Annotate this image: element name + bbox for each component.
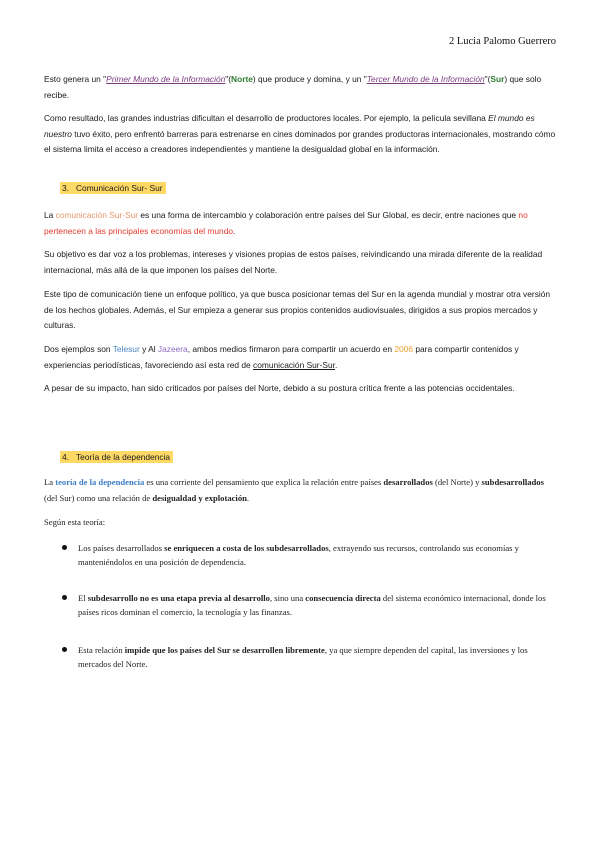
paragraph-criticism: A pesar de su impacto, han sido criticados por países del Norte, debido a su postura crítica frente a las potencias occidentales.	[44, 383, 515, 393]
bullet-list-1	[60, 541, 558, 569]
page-header: 2 Lucia Palomo Guerrero	[448, 36, 556, 47]
list-item: Esta relación impide que los países del Sur se desarrollen libremente, ya que siempre dependen del capital, las inversiones y los mercados del Norte.	[60, 643, 558, 671]
paragraph-industries: Como resultado, las grandes industrias dificultan el desarrollo de productores locales. Por ejemplo, la película sevillana El mundo es nuestro tuvo éxito, pero enfrentó barreras para estrenarse en cines dominados por grandes productoras internacionales, mostrando cómo el sistema limita el acceso a creadores independientes y mantiene la desigualdad global en la información.	[44, 113, 556, 154]
bullet-icon	[62, 595, 67, 600]
link-comunicacion-sur-sur[interactable]: comunicación Sur-Sur	[253, 359, 335, 370]
link-tercer-mundo[interactable]: Tercer Mundo de la Información	[366, 74, 485, 84]
paragraph-information-worlds: Esto genera un "Primer Mundo de la Información"(Norte) que produce y domina, y un "Tercer Mundo de la Información"(Sur) que solo recibe.	[44, 74, 542, 100]
bullet-icon	[62, 647, 67, 652]
link-primer-mundo[interactable]: Primer Mundo de la Información	[106, 74, 226, 84]
section-heading-4: 4. Teoría de la dependencia	[60, 451, 173, 464]
paragraph-according-theory: Según esta teoría:	[44, 517, 106, 527]
section-heading-3: 3. Comunicación Sur- Sur	[60, 182, 166, 195]
bullet-list-3	[60, 643, 558, 671]
paragraph-examples: Dos ejemplos son Telesur y Al Jazeera, ambos medios firmaron para compartir un acuerdo en 2006 para compartir contenidos y experiencias periodísticas, favoreciendo así esta red de comunicación Sur-Sur.	[44, 344, 519, 370]
paragraph-objective: Su objetivo es dar voz a los problemas, intereses y visiones propias de estos países, reivindicando una mirada diferente de la realidad internacional, más allá de la que imponen los países del Norte.	[44, 249, 543, 275]
list-item: Los países desarrollados se enriquecen a costa de los subdesarrollados, extrayendo sus recursos, controlando sus economías y manteniéndolos en una posición de dependencia.	[60, 541, 558, 569]
paragraph-dependency-theory: La teoría de la dependencia es una corriente del pensamiento que explica la relación entre países desarrollados (del Norte) y subdesarrollados (del Sur) como una relación de desigualdad y explotación.	[44, 477, 544, 503]
bullet-icon	[62, 545, 67, 550]
paragraph-sur-sur-definition: La comunicación Sur-Sur es una forma de intercambio y colaboración entre países del Sur Global, es decir, entre naciones que no pertenecen a las principales economías del mundo.	[44, 210, 528, 236]
list-item: El subdesarrollo no es una etapa previa al desarrollo, sino una consecuencia directa del sistema económico internacional, donde los países ricos dominan el comercio, la tecnología y las finanzas.	[60, 591, 558, 619]
paragraph-political-focus: Este tipo de comunicación tiene un enfoque político, ya que busca posicionar temas del Sur en la agenda mundial y mostrar otra versión de los hechos globales. Además, el Sur empieza a generar sus propios contenidos audiovisuales, dirigidos a sus propios mercados y culturas.	[44, 289, 551, 330]
bullet-list-2	[60, 591, 558, 619]
